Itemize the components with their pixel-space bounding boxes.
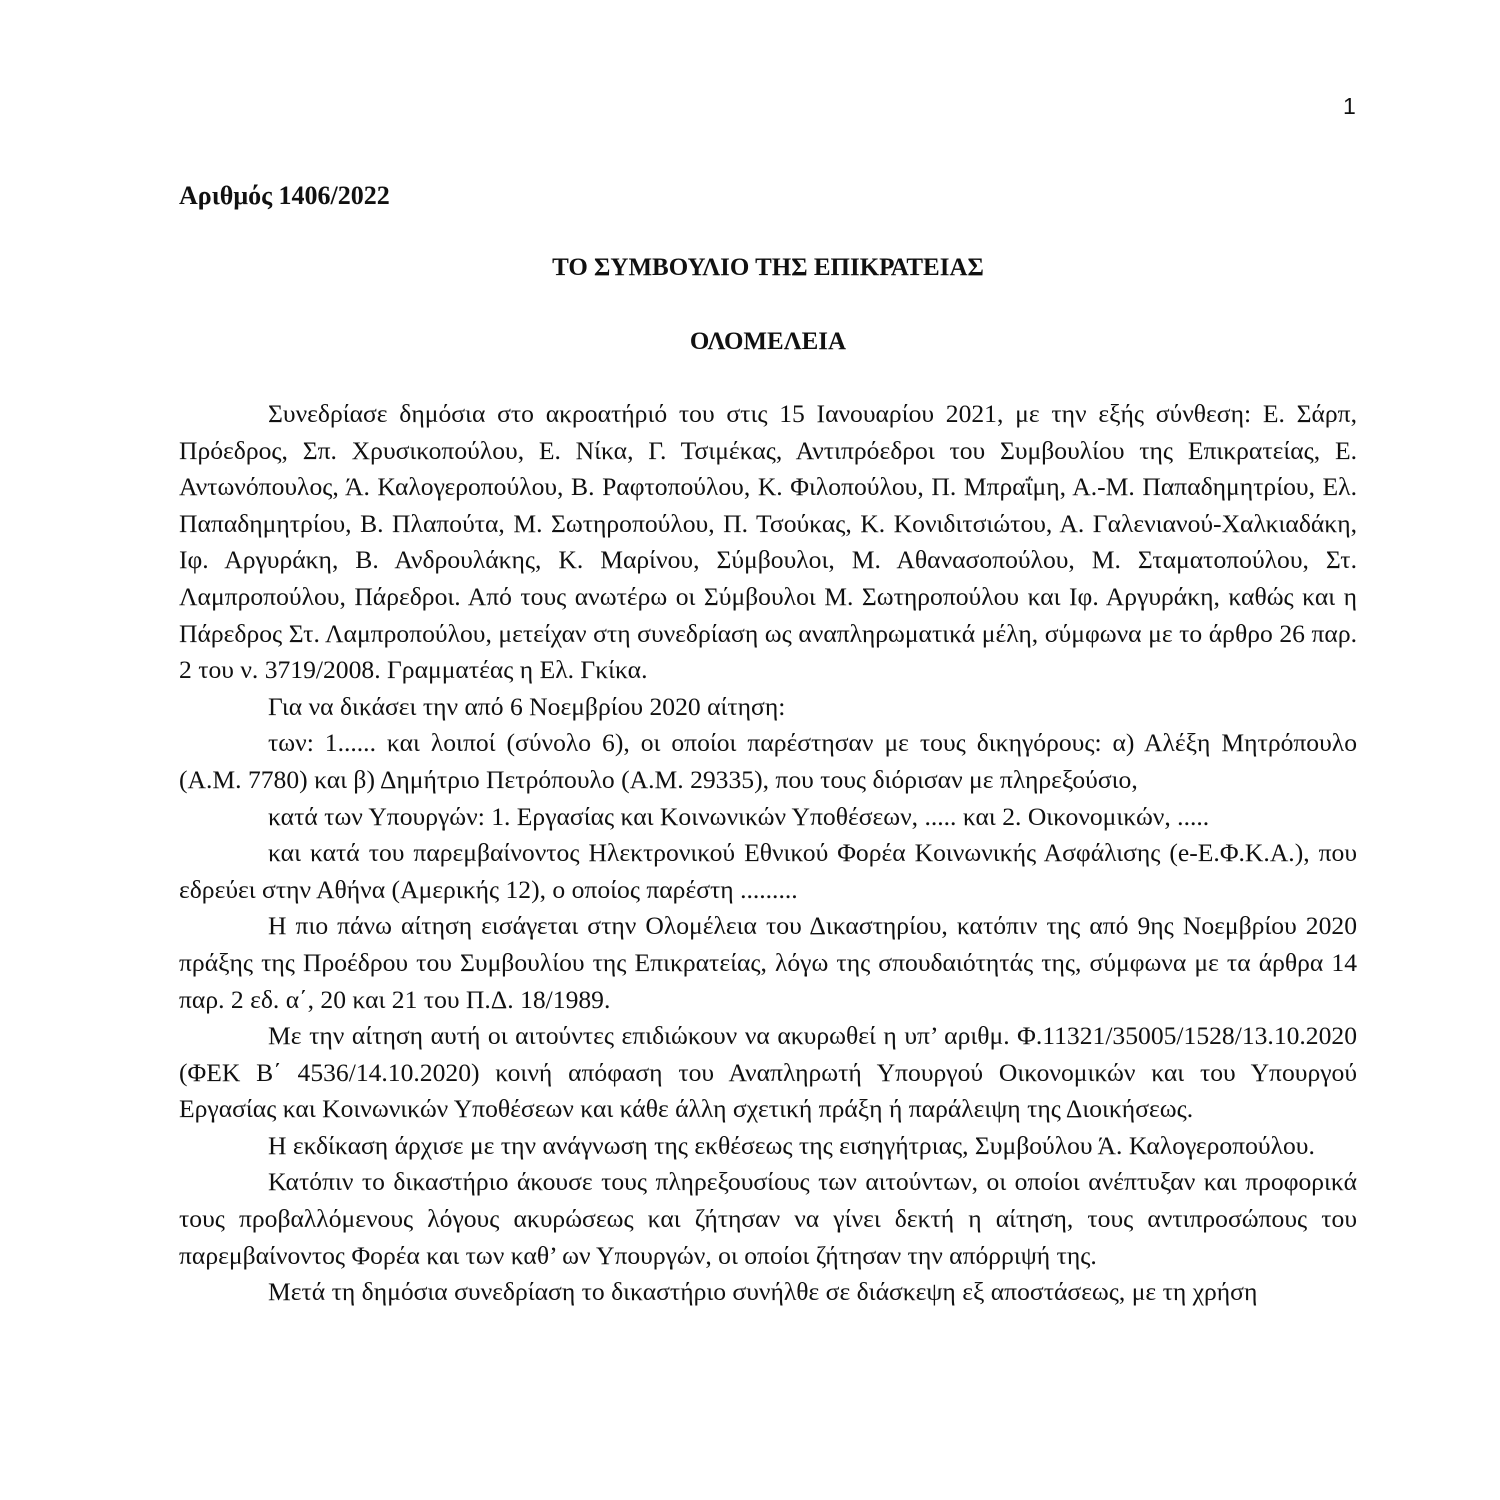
- paragraph-deliberation: Μετά τη δημόσια συνεδρίαση το δικαστήριο συνήλθε σε διάσκεψη εξ αποστάσεως, με τη χρήση: [268, 1277, 1258, 1307]
- page-number: 1: [1343, 93, 1356, 119]
- court-title: ΤΟ ΣΥΜΒΟΥΛΙΟ ΤΗΣ ΕΠΙΚΡΑΤΕΙΑΣ: [552, 254, 984, 281]
- paragraph-composition: Συνεδρίασε δημόσια στο ακροατήριό του στις 15 Ιανουαρίου 2021, με την εξής σύνθεση: Ε. Σάρπ, Πρόεδρος, Σπ. Χρυσικοπούλου, Ε. Νίκα, Γ. Τσιμέκας, Αντιπρόεδροι του Συμβουλίου της Επικρατείας, Ε. Αντωνόπουλος, Ά. Καλογεροπούλου, Β. Ραφτοπούλου, Κ. Φιλοπούλου, Π. Μπραΐμη, Α.-Μ. Παπαδημητρίου, Ελ. Παπαδημητρίου, Β. Πλαπούτα, Μ. Σωτηροπούλου, Π. Τσούκας, Κ. Κονιδιτσιώτου, Α. Γαλενιανού-Χαλκιαδάκη, Ιφ. Αργυράκη, Β. Ανδρουλάκης, Κ. Μαρίνου, Σύμβουλοι, Μ. Αθανασοπούλου, Μ. Σταματοπούλου, Στ. Λαμπροπούλου, Πάρεδροι. Από τους ανωτέρω οι Σύμβουλοι Μ. Σωτηροπούλου και Ιφ. Αργυράκη, καθώς και η Πάρεδρος Στ. Λαμπροπούλου, μετείχαν στη συνεδρίαση ως αναπληρωματικά μέλη, σύμφωνα με το άρθρο 26 παρ. 2 του ν. 3719/2008. Γραμματέας η Ελ. Γκίκα.: [179, 399, 1357, 685]
- paragraph-intervener: και κατά του παρεμβαίνοντος Ηλεκτρονικού Εθνικού Φορέα Κοινωνικής Ασφάλισης (e-Ε.Φ.Κ.Α.), που εδρεύει στην Αθήνα (Αμερικής 12), ο οποίος παρέστη .........: [179, 838, 1357, 904]
- document-number: Αριθμός 1406/2022: [179, 181, 390, 210]
- document-body: [179, 396, 1357, 1311]
- paragraph-referral: Η πιο πάνω αίτηση εισάγεται στην Ολομέλεια του Δικαστηρίου, κατόπιν της από 9ης Νοεμβρίου 2020 πράξης της Προέδρου του Συμβουλίου της Επικρατείας, λόγω της σπουδαιότητάς της, σύμφωνα με τα άρθρα 14 παρ. 2 εδ. α΄, 20 και 21 του Π.Δ. 18/1989.: [179, 911, 1357, 1014]
- paragraph-application-date: Για να δικάσει την από 6 Νοεμβρίου 2020 αίτηση:: [268, 691, 786, 721]
- paragraph-applicants: των: 1...... και λοιποί (σύνολο 6), οι οποίοι παρέστησαν με τους δικηγόρους: α) Αλέξη Μητρόπουλο (Α.Μ. 7780) και β) Δημήτριο Πετρόπουλο (Α.Μ. 29335), που τους διόρισαν με πληρεξούσιο,: [179, 728, 1357, 794]
- paragraph-respondents: κατά των Υπουργών: 1. Εργασίας και Κοινωνικών Υποθέσεων, ..... και 2. Οικονομικών, .....: [268, 801, 1210, 831]
- paragraph-hearing: Κατόπιν το δικαστήριο άκουσε τους πληρεξουσίους των αιτούντων, οι οποίοι ανέπτυξαν και προφορικά τους προβαλλόμενους λόγους ακυρώσεως και ζήτησαν να γίνει δεκτή η αίτηση, τους αντιπροσώπους του παρεμβαίνοντος Φορέα και των καθ’ ων Υπουργών, οι οποίοι ζήτησαν την απόρριψή της.: [179, 1167, 1357, 1270]
- paragraph-hearing-start: Η εκδίκαση άρχισε με την ανάγνωση της εκθέσεως της εισηγήτριας, Συμβούλου Ά. Καλογεροπούλου.: [268, 1130, 1315, 1160]
- section-title: ΟΛΟΜΕΛΕΙΑ: [689, 328, 847, 355]
- paragraph-subject: Με την αίτηση αυτή οι αιτούντες επιδιώκουν να ακυρωθεί η υπ’ αριθμ. Φ.11321/35005/1528/13.10.2020 (ΦΕΚ Β΄ 4536/14.10.2020) κοινή απόφαση του Αναπληρωτή Υπουργού Οικονομικών και του Υπουργού Εργασίας και Κοινωνικών Υποθέσεων και κάθε άλλη σχετική πράξη ή παράλειψη της Διοικήσεως.: [179, 1021, 1357, 1124]
